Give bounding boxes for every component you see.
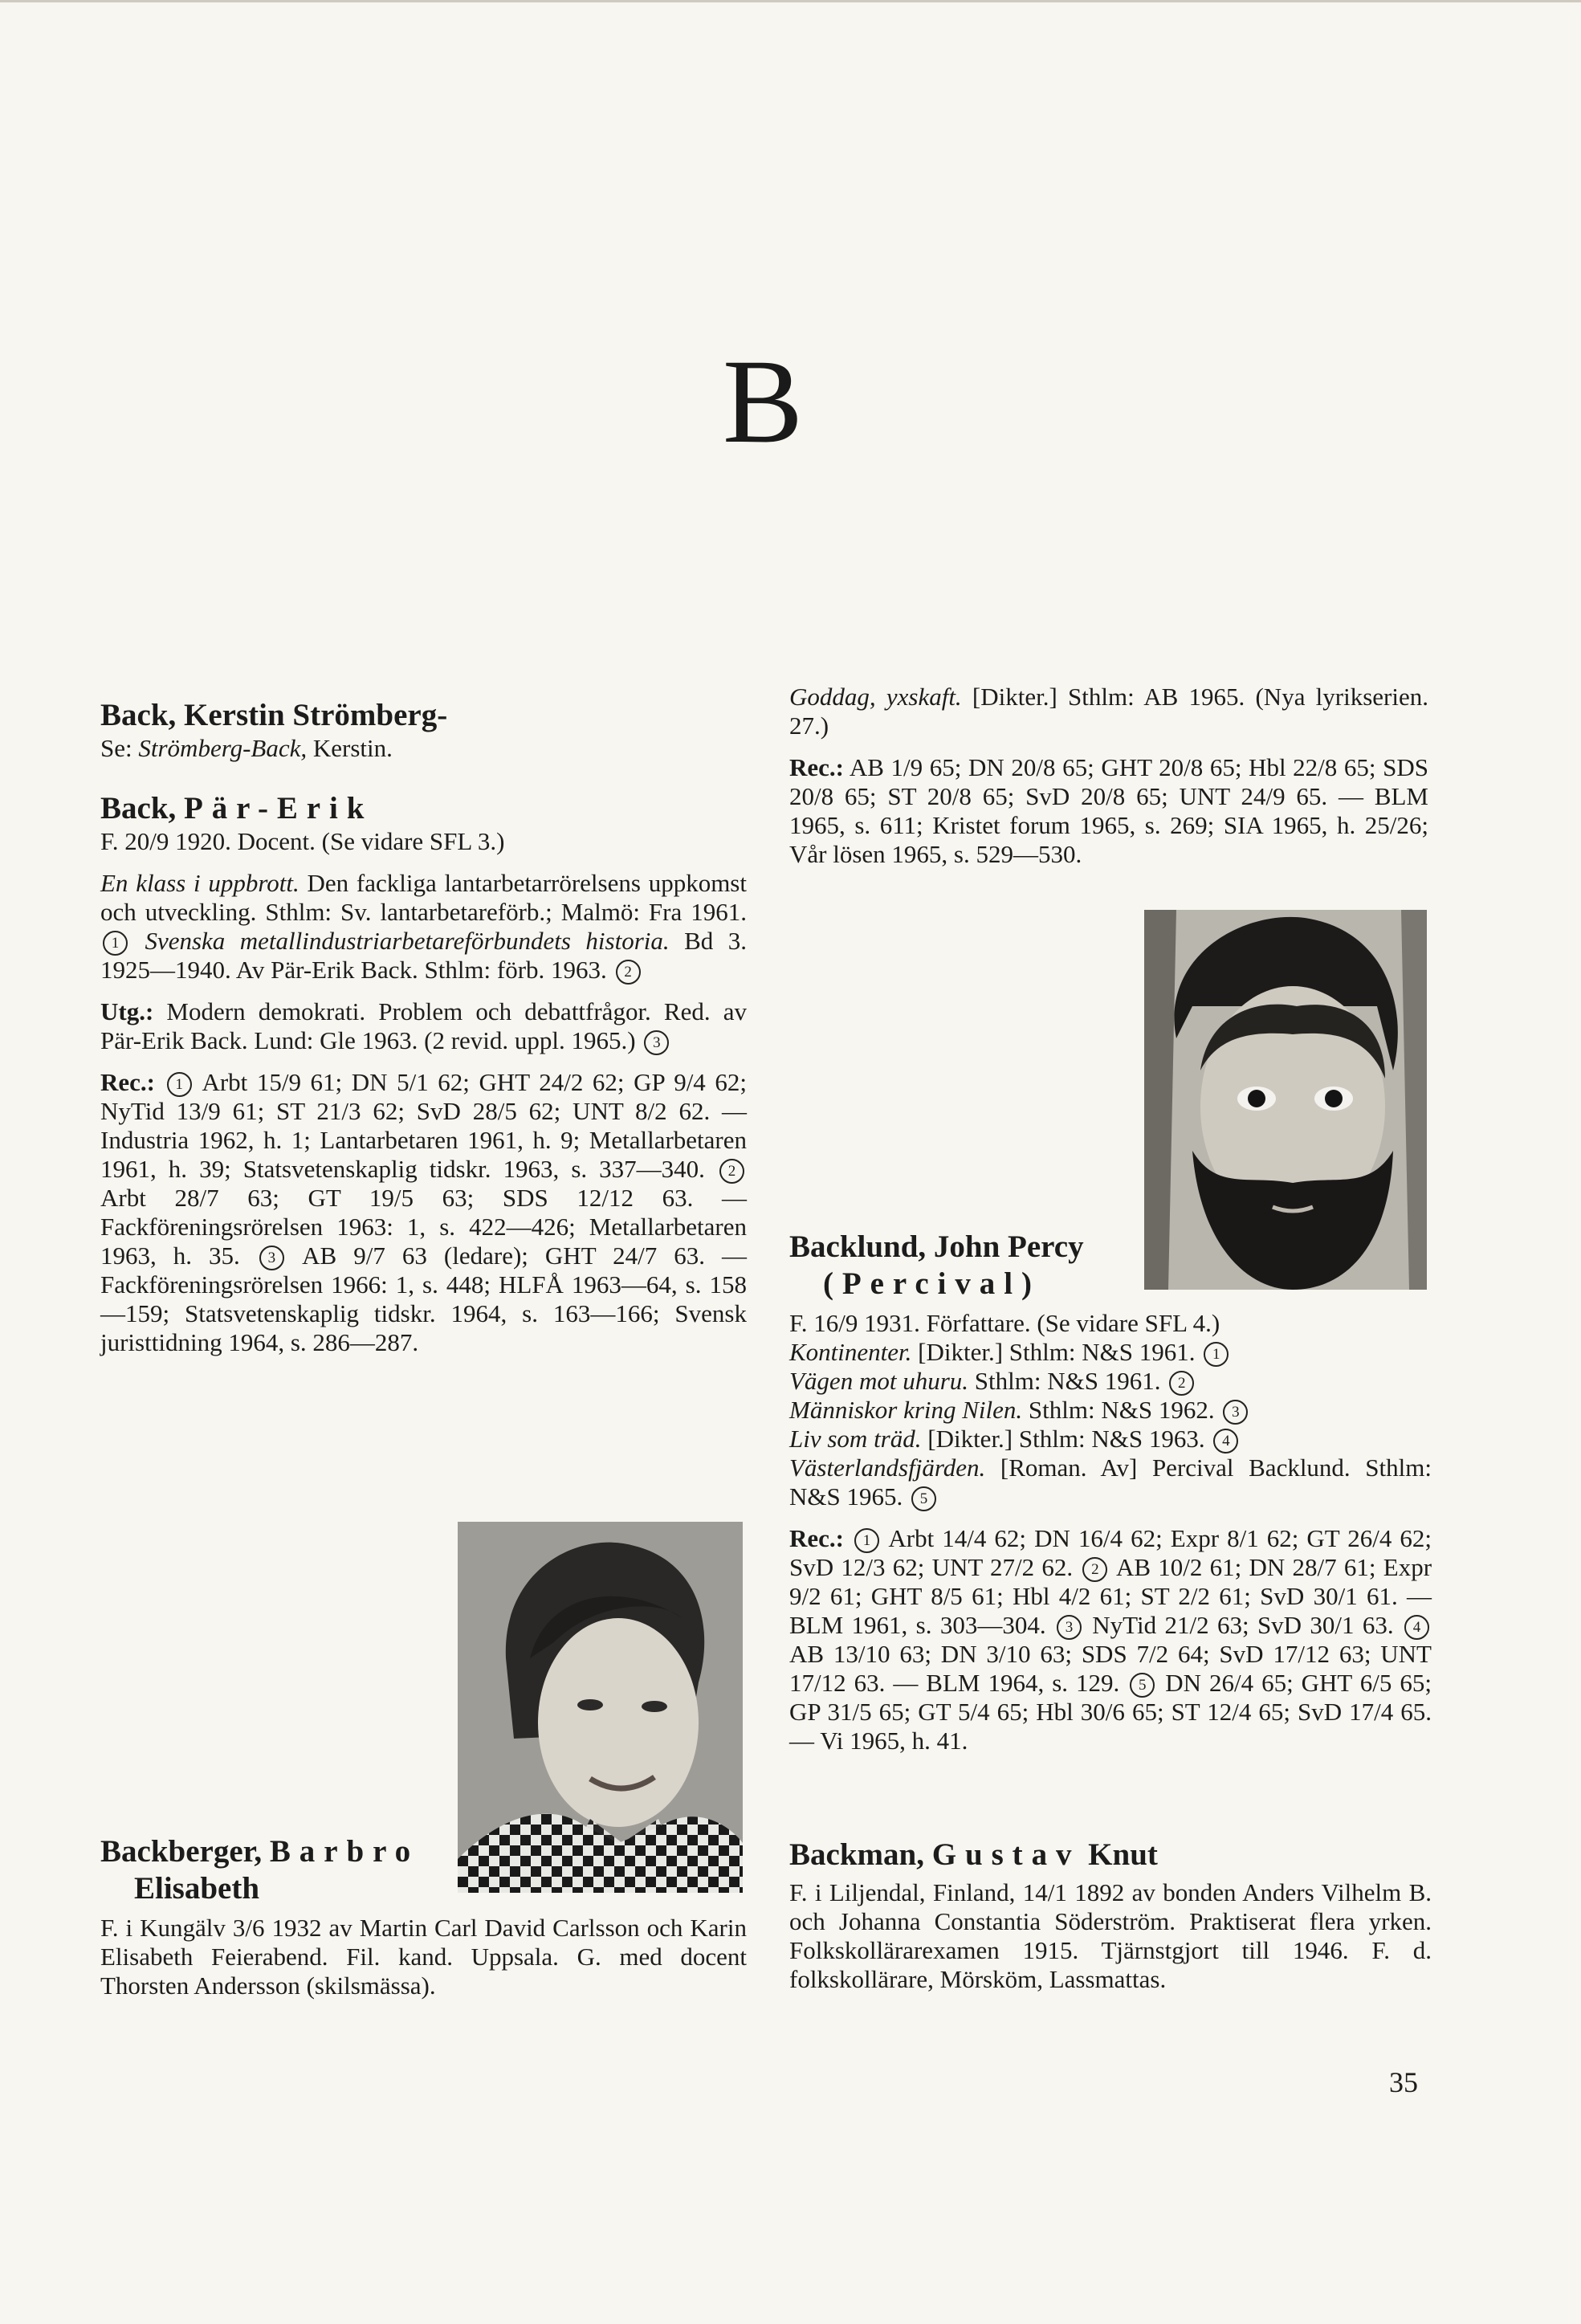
entry-heading: Back, Pär-Erik xyxy=(100,791,373,826)
circled-number: 2 xyxy=(1082,1557,1107,1582)
circled-number: 2 xyxy=(719,1159,744,1184)
entry-backberger xyxy=(100,1833,747,2000)
reviews: Rec.: 1 Arbt 14/4 62; DN 16/4 62; Expr 8/1 62; GT 26/4 62; SvD 12/3 62; UNT 27/2 62. 2 AB 10/2 61; DN 28/7 61; Expr 9/2 61; GHT 8/5 61; Hbl 4/2 61; ST 2/2 61; SvD 30/1 61. — BLM 1961, s. 303—304. 3 NyTid 21/2 63; SvD 30/1 63. 4 AB 13/10 63; DN 3/10 63; SDS 7/2 64; SvD 17/12 63; UNT 17/12 63. — BLM 1964, s. 129. 5 DN 26/4 65; GHT 6/5 65; GP 31/5 65; GT 5/4 65; Hbl 30/6 65; ST 12/4 65; SvD 17/4 65. — Vi 1965, h. 41. xyxy=(789,1524,1432,1755)
circled-number: 3 xyxy=(1223,1400,1248,1425)
circled-number: 4 xyxy=(1404,1615,1429,1640)
work-entry: Västerlandsfjärden. [Roman. Av] Percival Backlund. Sthlm: N&S 1965. 5 xyxy=(789,1454,1432,1511)
circled-number: 5 xyxy=(911,1486,936,1511)
right-column-top xyxy=(789,683,1428,869)
entry-bio: F. 20/9 1920. Docent. (Se vidare SFL 3.) xyxy=(100,827,505,855)
circled-number: 1 xyxy=(1204,1342,1229,1367)
entry-backlund xyxy=(789,1229,1432,1755)
entry-back-kerstin xyxy=(100,697,747,763)
entry-bio: F. i Liljendal, Finland, 14/1 1892 av bonden Anders Vilhelm B. och Johanna Constantia Söderström. Praktiserat flera yrken. Folkskollärarexamen 1915. Tjärnstgjort till 1946. F. d. folkskollärare, Mörsköm, Lassmattas. xyxy=(789,1878,1432,1993)
see-reference: Se: Strömberg-Back, Kerstin. xyxy=(100,734,393,762)
entry-heading-continued: Elisabeth xyxy=(134,1871,260,1906)
page-number: 35 xyxy=(1389,2066,1418,2098)
entry-heading: Backman, Gustav Knut xyxy=(789,1837,1158,1872)
circled-number: 3 xyxy=(259,1246,284,1270)
left-column xyxy=(100,697,747,1357)
circled-number: 3 xyxy=(644,1030,669,1055)
circled-number: 1 xyxy=(854,1528,879,1553)
work-entry: En klass i uppbrott. Den fackliga lantarbetarrörelsens uppkomst och utveckling. Sthlm: Sv. lantarbetareförb.; Malmö: Fra 1961. 1 Svenska metallindustriarbetareförbundets historia. Bd 3. 1925—1940. Av Pär-Erik Back. Sthlm: förb. 1963. 2 xyxy=(100,869,747,984)
edited-works: Utg.: Modern demokrati. Problem och debattfrågor. Red. av Pär-Erik Back. Lund: Gle 1963. (2 revid. uppl. 1965.) 3 xyxy=(100,997,747,1054)
reviews: Rec.: 1 Arbt 15/9 61; DN 5/1 62; GHT 24/2 62; GP 9/4 62; NyTid 13/9 61; ST 21/3 62; SvD 28/5 62; UNT 8/2 62. — Industria 1962, h. 1; Lantarbetaren 1961, h. 9; Metallarbetaren 1961, h. 39; Statsvetenskaplig tidskr. 1963, s. 337—340. 2 Arbt 28/7 63; GT 19/5 63; SDS 12/12 63. — Fackföreningsrörelsen 1963: 1, s. 422—426; Metallarbetaren 1963, h. 35. 3 AB 9/7 63 (ledare); GHT 24/7 63. — Fackföreningsrörelsen 1966: 1, s. 448; HLFÅ 1963—64, s. 158—159; Statsvetenskaplig tidskr. 1964, s. 163—166; Svensk juristtidning 1964, s. 286—287. xyxy=(100,1068,748,1356)
circled-number: 1 xyxy=(103,931,128,956)
reviews: Rec.: AB 1/9 65; DN 20/8 65; GHT 20/8 65; Hbl 22/8 65; SDS 20/8 65; ST 20/8 65; SvD 20/8 65; UNT 24/9 65. — BLM 1965, s. 611; Kristet forum 1965, s. 269; SIA 1965, h. 25/26; Vår lösen 1965, s. 529—530. xyxy=(789,753,1428,868)
entry-heading: Backlund, John Percy xyxy=(789,1229,1084,1264)
work-entry: Människor kring Nilen. Sthlm: N&S 1962. 3 xyxy=(789,1396,1432,1425)
section-letter: B xyxy=(722,335,804,468)
work-entry: Vägen mot uhuru. Sthlm: N&S 1961. 2 xyxy=(789,1367,1432,1396)
work-entry: Kontinenter. [Dikter.] Sthlm: N&S 1961. 1 xyxy=(789,1338,1432,1367)
circled-number: 4 xyxy=(1213,1429,1238,1454)
entry-heading: Backberger, Barbro xyxy=(100,1834,420,1869)
entry-backman xyxy=(789,1837,1432,1994)
entry-back-par-erik xyxy=(100,790,747,1357)
circled-number: 2 xyxy=(616,960,641,985)
entry-bio: F. 16/9 1931. Författare. (Se vidare SFL 4.) xyxy=(789,1309,1220,1337)
entry-heading: Back, Kerstin Strömberg- xyxy=(100,698,448,732)
circled-number: 5 xyxy=(1130,1673,1155,1698)
work-entry: Liv som träd. [Dikter.] Sthlm: N&S 1963. 4 xyxy=(789,1425,1432,1454)
work-entry: Goddag, yxskaft. [Dikter.] Sthlm: AB 1965. (Nya lyrikserien. 27.) xyxy=(789,683,1428,740)
entry-bio: F. i Kungälv 3/6 1932 av Martin Carl David Carlsson och Karin Elisabeth Feierabend. Fil. kand. Uppsala. G. med docent Thorsten Andersson (skilsmässa). xyxy=(100,1914,747,2000)
circled-number: 2 xyxy=(1169,1371,1194,1396)
entry-heading-continued: (Percival) xyxy=(823,1266,1041,1301)
circled-number: 3 xyxy=(1057,1615,1082,1640)
circled-number: 1 xyxy=(167,1072,192,1097)
page-top-edge xyxy=(0,0,1581,2)
